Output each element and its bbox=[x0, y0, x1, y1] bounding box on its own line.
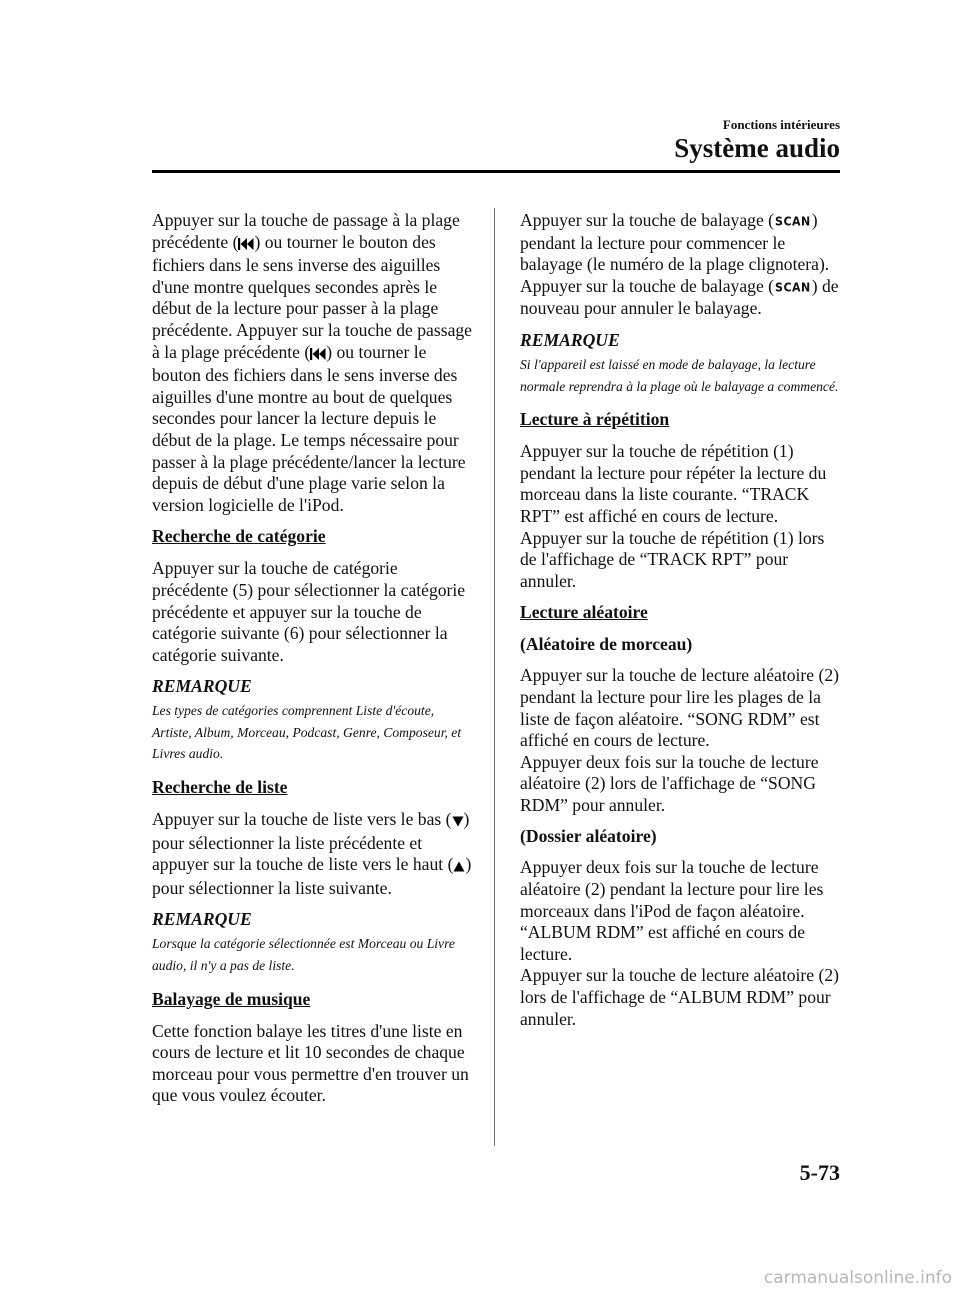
text-segment: ) pour sélectionner la liste précédente et appuyer sur la touche de liste vers le haut ( bbox=[152, 809, 470, 875]
text-segment: Appuyer sur la touche de passage à la plage précédente ( bbox=[152, 210, 460, 252]
track-back-icon bbox=[238, 234, 254, 256]
column-divider bbox=[494, 208, 495, 1146]
paragraph-aleatoire-morceau: Appuyer sur la touche de lecture aléatoire (2) pendant la lecture pour lire les plages de la liste de façon aléatoire. “SONG RDM” est affiché en cours de lecture. Appuyer deux fois sur la touche de lecture aléatoire (2) lors de l'affichage de “SONG RDM” pour annuler. bbox=[520, 665, 839, 815]
paragraph-balayage: Cette fonction balaye les titres d'une liste en cours de lecture et lit 10 secondes de chaque morceau pour vous permettre d'en trouver un que vous voulez écouter. bbox=[152, 1020, 469, 1106]
header-rule bbox=[152, 170, 840, 173]
header-title: Système audio bbox=[674, 133, 840, 163]
remarque-label: REMARQUE bbox=[520, 329, 620, 350]
text-segment: ) ou tourner le bouton des fichiers dans le sens inverse des aiguilles d'une montre quelques secondes après le début de la lecture pour passer à la plage précédente. Appuyer sur la touche de passage à la plage précédente ( bbox=[152, 231, 472, 362]
subheading-aleatoire-morceau: (Aléatoire de morceau) bbox=[520, 634, 693, 655]
header-section: Fonctions intérieures bbox=[722, 117, 840, 132]
text-segment: ) ou tourner le bouton des fichiers dans le sens inverse des aiguilles d'une montre au bout de quelques secondes pour lancer la lecture depuis le début de la plage. Le temps nécessaire pour passer à la plage précédente/lancer la lecture depuis de début d'une plage varie selon la version logicielle de l'iPod. bbox=[152, 341, 466, 515]
paragraph-scan bbox=[520, 210, 842, 320]
right-column bbox=[520, 210, 842, 1040]
subheading-dossier-aleatoire: (Dossier aléatoire) bbox=[520, 826, 657, 847]
heading-lecture-repetition: Lecture à répétition bbox=[520, 409, 670, 430]
text-segment: Appuyer sur la touche de liste vers le bas ( bbox=[152, 809, 452, 830]
track-back-icon bbox=[310, 344, 326, 366]
page-number: 5-73 bbox=[799, 1160, 840, 1185]
paragraph-previous-track bbox=[152, 210, 474, 516]
text-segment: ) pendant la lecture pour commencer le balayage (le numéro de la plage clignotera). Appuyer sur la touche de balayage ( bbox=[520, 210, 830, 296]
remarque-label: REMARQUE bbox=[152, 909, 252, 930]
text-segment: ) pour sélectionner la liste suivante. bbox=[152, 854, 472, 898]
text-segment: Appuyer sur la touche de balayage ( bbox=[520, 210, 775, 230]
left-column bbox=[152, 210, 474, 1117]
up-triangle-icon bbox=[453, 856, 465, 878]
paragraph-liste bbox=[152, 809, 474, 899]
text-segment: ) de nouveau pour annuler le balayage. bbox=[520, 275, 839, 319]
heading-recherche-categorie: Recherche de catégorie bbox=[152, 526, 326, 547]
heading-balayage-musique: Balayage de musique bbox=[152, 988, 311, 1009]
remarque-text: Si l'appareil est laissé en mode de balayage, la lecture normale reprendra à la plage où le balayage a commencé. bbox=[520, 356, 839, 394]
paragraph-dossier-aleatoire: Appuyer deux fois sur la touche de lecture aléatoire (2) pendant la lecture pour lire les morceaux dans l'iPod de façon aléatoire. “ALBUM RDM” est affiché en cours de lecture. Appuyer sur la touche de lecture aléatoire (2) lors de l'affichage de “ALBUM RDM” pour annuler. bbox=[520, 857, 839, 1029]
heading-lecture-aleatoire: Lecture aléatoire bbox=[520, 602, 648, 623]
watermark: carmanualsonline.info bbox=[763, 1268, 952, 1288]
down-triangle-icon bbox=[452, 811, 464, 833]
scan-icon: SCAN bbox=[775, 213, 811, 229]
heading-recherche-liste: Recherche de liste bbox=[152, 777, 288, 798]
remarque-label: REMARQUE bbox=[152, 676, 252, 697]
scan-icon: SCAN bbox=[775, 279, 811, 295]
paragraph-repetition: Appuyer sur la touche de répétition (1) pendant la lecture pour répéter la lecture du morceau dans la liste courante. “TRACK RPT” est affiché en cours de lecture. Appuyer sur la touche de répétition (1) lors de l'affichage de “TRACK RPT” pour annuler. bbox=[520, 441, 827, 591]
paragraph-categorie: Appuyer sur la touche de catégorie précédente (5) pour sélectionner la catégorie précédente et appuyer sur la touche de catégorie suivante (6) pour sélectionner la catégorie suivante. bbox=[152, 558, 466, 665]
remarque-text: Les types de catégories comprennent Liste d'écoute, Artiste, Album, Morceau, Podcast, Genre, Composeur, et Livres audio. bbox=[152, 703, 462, 762]
remarque-text: Lorsque la catégorie sélectionnée est Morceau ou Livre audio, il n'y a pas de liste. bbox=[152, 936, 455, 974]
